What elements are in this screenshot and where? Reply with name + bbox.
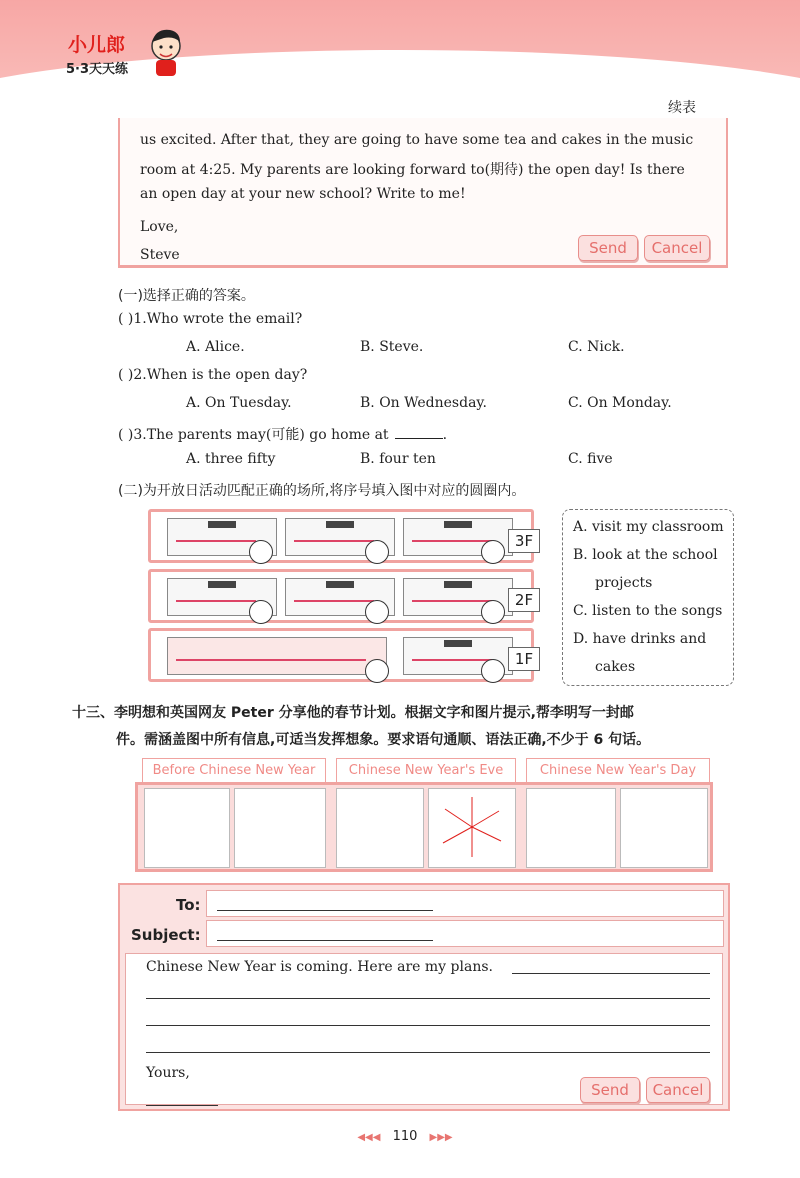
picture-cleaning bbox=[234, 788, 326, 868]
send-button[interactable]: Send bbox=[578, 235, 638, 261]
question-number: ( )2. bbox=[118, 367, 147, 383]
right-arrows-icon: ▶▶▶ bbox=[429, 1132, 453, 1143]
option-c: C. five bbox=[568, 451, 613, 467]
school-building-illustration bbox=[148, 506, 534, 686]
write-line bbox=[512, 973, 710, 974]
email-line: us excited. After that, they are going to have some tea and cakes in the music bbox=[140, 132, 694, 148]
hall-illustration bbox=[167, 637, 387, 675]
banner-before-new-year: Before Chinese New Year bbox=[142, 758, 326, 784]
write-line bbox=[146, 1025, 710, 1026]
part1-heading: (一)选择正确的答案。 bbox=[118, 288, 255, 304]
to-field[interactable] bbox=[206, 890, 724, 917]
brand-logo: 小儿郎 bbox=[68, 34, 126, 56]
banner-new-years-eve: Chinese New Year's Eve bbox=[336, 758, 516, 784]
email-signature: Steve bbox=[140, 247, 180, 263]
part2-heading: (二)为开放日活动匹配正确的场所,将序号填入图中对应的圆圈内。 bbox=[118, 483, 526, 499]
page-footer bbox=[340, 1129, 470, 1144]
floor-label-3f: 3F bbox=[508, 529, 540, 553]
email-body-start: Chinese New Year is coming. Here are my plans. bbox=[146, 959, 493, 975]
cancel-button[interactable]: Cancel bbox=[646, 1077, 710, 1103]
answer-circle[interactable] bbox=[481, 600, 505, 624]
activity-option: D. have drinks and bbox=[573, 631, 707, 647]
series-name: 5·3天天练 bbox=[66, 62, 129, 77]
answer-circle[interactable] bbox=[481, 540, 505, 564]
answer-circle[interactable] bbox=[249, 600, 273, 624]
option-c: C. Nick. bbox=[568, 339, 625, 355]
activity-option: A. visit my classroom bbox=[573, 519, 724, 535]
question-1 bbox=[118, 311, 302, 327]
floor-label-2f: 2F bbox=[508, 588, 540, 612]
subject-label: Subject: bbox=[131, 926, 201, 944]
option-c: C. On Monday. bbox=[568, 395, 672, 411]
picture-visiting-grandparents bbox=[526, 788, 616, 868]
answer-circle[interactable] bbox=[481, 659, 505, 683]
continued-label: 续表 bbox=[668, 100, 696, 116]
task13-title-line: 件。需涵盖图中所有信息,可适当发挥想象。要求语句通顺、语法正确,不少于 6 句话。 bbox=[116, 732, 651, 748]
floor-2 bbox=[148, 569, 534, 623]
activity-options-box bbox=[562, 509, 734, 686]
answer-circle[interactable] bbox=[249, 540, 273, 564]
picture-strip bbox=[135, 782, 713, 872]
question-2 bbox=[118, 367, 307, 383]
option-b: B. four ten bbox=[360, 451, 436, 467]
task13-title-line: 十三、李明想和英国网友 Peter 分享他的春节计划。根据文字和图片提示,帮李明写一封邮 bbox=[72, 705, 634, 721]
email-closing: Yours, bbox=[146, 1065, 190, 1081]
option-b: B. On Wednesday. bbox=[360, 395, 487, 411]
write-line bbox=[146, 998, 710, 999]
fireworks-icon bbox=[429, 789, 515, 865]
question-text: When is the open day? bbox=[146, 367, 308, 383]
option-b: B. Steve. bbox=[360, 339, 424, 355]
page-number: 110 bbox=[392, 1129, 418, 1144]
answer-circle[interactable] bbox=[365, 659, 389, 683]
left-arrows-icon: ◀◀◀ bbox=[357, 1132, 381, 1143]
activity-option: C. listen to the songs bbox=[573, 603, 723, 619]
banner-new-years-day: Chinese New Year's Day bbox=[526, 758, 710, 784]
signature-line bbox=[146, 1105, 218, 1106]
answer-circle[interactable] bbox=[365, 540, 389, 564]
activity-option-cont: projects bbox=[595, 575, 653, 591]
question-number: ( )3. bbox=[118, 427, 147, 443]
task13-instructions bbox=[72, 700, 752, 754]
send-button[interactable]: Send bbox=[580, 1077, 640, 1103]
picture-red-envelope bbox=[620, 788, 708, 868]
option-a: A. three fifty bbox=[186, 451, 276, 467]
write-line bbox=[146, 1052, 710, 1053]
question-number: ( )1. bbox=[118, 311, 147, 327]
picture-fireworks bbox=[428, 788, 516, 868]
floor-label-1f: 1F bbox=[508, 647, 540, 671]
picture-family-dinner bbox=[336, 788, 424, 868]
activity-option: B. look at the school bbox=[573, 547, 718, 563]
floor-1 bbox=[148, 628, 534, 682]
question-text: Who wrote the email? bbox=[146, 311, 303, 327]
answer-blank bbox=[395, 426, 443, 439]
email-line: an open day at your new school? Write to me! bbox=[140, 186, 466, 202]
question-3: ( )3.The parents may(可能) go home at . bbox=[118, 427, 448, 443]
answer-circle[interactable] bbox=[365, 600, 389, 624]
option-a: A. On Tuesday. bbox=[186, 395, 292, 411]
cancel-button[interactable]: Cancel bbox=[644, 235, 710, 261]
subject-field[interactable] bbox=[206, 920, 724, 947]
email-closing: Love, bbox=[140, 219, 179, 235]
to-label: To: bbox=[176, 896, 201, 914]
email-line: room at 4:25. My parents are looking forward to(期待) the open day! Is there bbox=[140, 162, 685, 178]
floor-3 bbox=[148, 509, 534, 563]
mascot-icon bbox=[146, 26, 186, 78]
activity-option-cont: cakes bbox=[595, 659, 636, 675]
option-a: A. Alice. bbox=[186, 339, 245, 355]
picture-boy-reading bbox=[144, 788, 230, 868]
question-text: The parents may(可能) go home at bbox=[146, 427, 389, 443]
